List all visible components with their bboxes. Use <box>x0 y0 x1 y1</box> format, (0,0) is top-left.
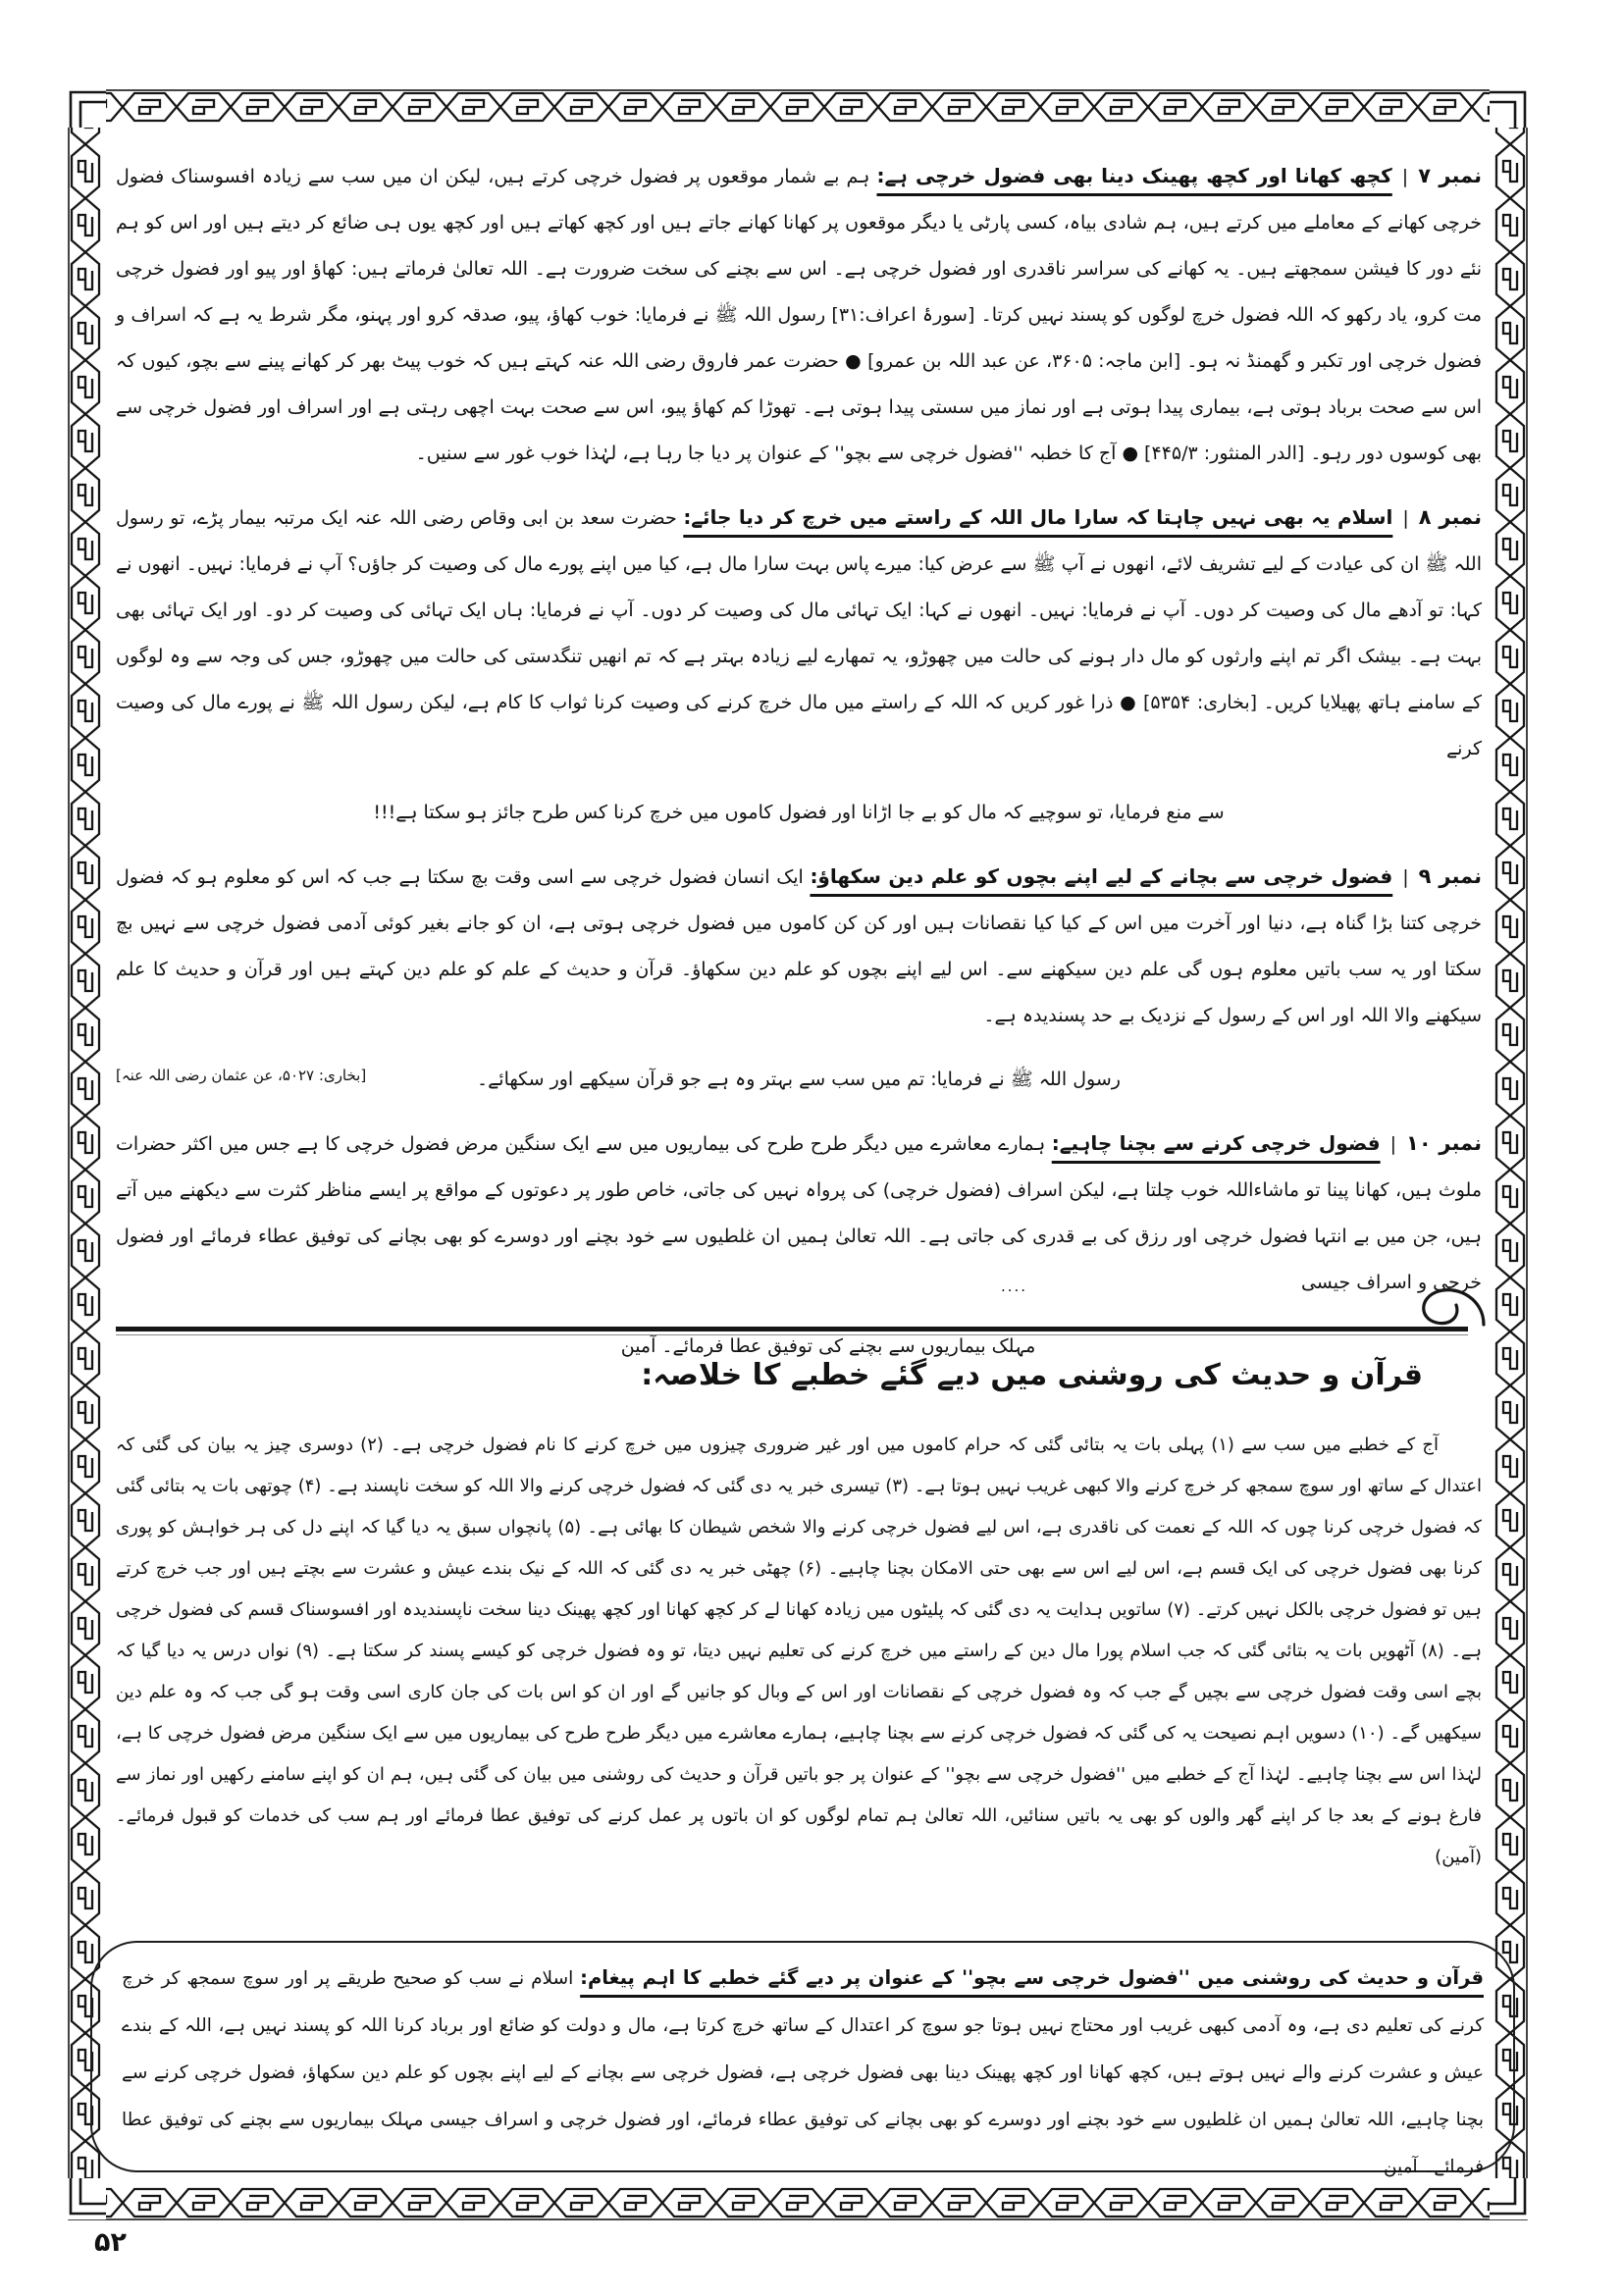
summary-heading: قرآن و حدیث کی روشنی میں دیے گئے خطبے کا خلاصہ: <box>641 1358 1423 1392</box>
section-9-body: ایک انسان فضول خرچی سے اسی وقت بچ سکتا ہے جب کہ اس کو معلوم ہو کہ فضول خرچی کتنا بڑا گناہ ہے، دنیا اور آخرت میں اس کے کیا کیا نقصانات ہیں اور کن کن کاموں میں فضول خرچی ہوتی ہے، ان کو جانے بغیر کوئی آدمی فضول خرچی سے نہیں بچ سکتا اور یہ سب باتیں معلوم ہوں گی علم دین سیکھنے سے۔ اس لیے اپنے بچوں کو علم دین سکھاؤ۔ قرآن و حدیث کے علم کو علم دین کہتے ہیں اور قرآن و حدیث کا علم سیکھنے والا اللہ اور اس کے رسول کے نزدیک بے حد پسندیدہ ہے۔ <box>116 866 1482 1026</box>
section-10-number: نمبر ۱۰ <box>1406 1131 1482 1155</box>
section-7-body: ہم بے شمار موقعوں پر فضول خرچی کرتے ہیں، لیکن ان میں سب سے زیادہ افسوسناک فضول خرچی کھانے کے معاملے میں کرتے ہیں، ہم شادی بیاہ، کسی پارٹی یا دیگر موقعوں پر کھانا کھانے جاتے ہیں اور کچھ کھاتے ہیں اور کچھ یوں ہی ضائع کر دیتے ہیں اور اس کو ہم نئے دور کا فیشن سمجھتے ہیں۔ یہ کھانے کی سراسر ناقدری اور فضول خرچی ہے۔ اس سے بچنے کی سخت ضرورت ہے۔ اللہ تعالیٰ فرماتے ہیں: کھاؤ اور پیو اور فضول خرچی مت کرو، یاد رکھو کہ اللہ فضول خرچ لوگوں کو پسند نہیں کرتا۔ [سورۂ اعراف:۳۱] رسول اللہ ﷺ نے فرمایا: خوب کھاؤ، پیو، صدقہ کرو اور پہنو، مگر شرط یہ ہے کہ اسراف و فضول خرچی اور تکبر و گھمنڈ نہ ہو۔ [ابن ماجہ: ۳۶۰۵، عن عبد اللہ بن عمرو] ● حضرت عمر فاروق رضی اللہ عنہ کہتے ہیں کہ خوب پیٹ بھر کر کھانے پینے سے بچو، کیوں کہ اس سے صحت برباد ہوتی ہے، بیماری پیدا ہوتی ہے اور نماز میں سستی پیدا ہوتی ہے۔ تھوڑا کم کھاؤ پیو، اس سے صحت بہت اچھی رہتی ہے اور اسراف اور فضول خرچی سے بھی کوسوں دور رہو۔ [الدر المنثور: ۴۴۵/۳] ● آج کا خطبہ ''فضول خرچی سے بچو'' کے عنوان پر دیا جا رہا ہے، لہٰذا خوب غور سے سنیں۔ <box>116 166 1482 464</box>
section-8 <box>116 495 1482 772</box>
summary-body: آج کے خطبے میں سب سے (۱) پہلی بات یہ بتائی گئی کہ حرام کاموں میں اور غیر ضروری چیزوں میں خرچ کرنے کا نام فضول خرچی ہے۔ (۲) دوسری چیز یہ بیان کی گئی کہ اعتدال کے ساتھ اور سوچ سمجھ کر خرچ کرنے والا کبھی غریب نہیں ہوتا ہے۔ (۳) تیسری خبر یہ دی گئی کہ فضول خرچی کرنے والا اللہ کو سخت ناپسند ہے۔ (۴) چوتھی بات یہ بتائی گئی کہ فضول خرچی کرنا چوں کہ اللہ کے نعمت کی ناقدری ہے، اس لیے فضول خرچی کرنے والا شخص شیطان کا بھائی ہے۔ (۵) پانچواں سبق یہ دیا گیا کہ اپنے دل کی ہر خواہش کو پوری کرنا بھی فضول خرچی کی ایک قسم ہے، اس لیے اس سے بھی حتی الامکان بچنا چاہیے۔ (۶) چھٹی خبر یہ دی گئی کہ اللہ کے نیک بندے عیش و عشرت سے بچتے ہیں اور جب خرچ کرتے ہیں تو فضول خرچی بالکل نہیں کرتے۔ (۷) ساتویں ہدایت یہ دی گئی کہ پلیٹوں میں زیادہ کھانا لے کر کچھ کھانا اور کچھ پھینک دینا سخت ناپسندیدہ اور افسوسناک قسم کی فضول خرچی ہے۔ (۸) آٹھویں بات یہ بتائی گئی کہ جب اسلام پورا مال دین کے راستے میں خرچ کرنے کی تعلیم نہیں دیتا، تو وہ فضول خرچی کو کیسے پسند کر سکتا ہے۔ (۹) نواں درس یہ دیا گیا کہ بچے اسی وقت فضول خرچی سے بچیں گے جب کہ وہ فضول خرچی کے نقصانات اور اس کے وبال کو جانیں گے اور ان کو اس بات کی جان کاری اسی وقت ہو گی جب کہ وہ علم دین سیکھیں گے۔ (۱۰) دسویں اہم نصیحت یہ کی گئی کہ فضول خرچی کرنے سے بچنا چاہیے، ہمارے معاشرے میں دیگر طرح طرح کی بیماریوں میں سے ایک سنگین مرض فضول خرچی کا ہے، لہٰذا اس سے بچنا چاہیے۔ لہٰذا آج کے خطبے میں ''فضول خرچی سے بچو'' کے عنوان پر جو باتیں قرآن و حدیث کی روشنی میں بیان کی گئی ہیں، ہم ان کو اپنے سامنے رکھیں اور نماز سے فارغ ہونے کے بعد جا کر اپنے گھر والوں کو بھی یہ باتیں سنائیں، اللہ تعالیٰ ہم تمام لوگوں کو ان باتوں پر عمل کرنے کی توفیق عطا فرمائے اور ہم سب کی خدمات کو قبول فرمائے۔ (آمین) <box>116 1435 1482 1867</box>
section-10-tail-text: مہلک بیماریوں سے بچنے کی توفیق عطا فرمائے۔ آمین <box>620 1335 1036 1357</box>
section-8-closing-line <box>116 790 1482 836</box>
section-separator: | <box>1389 1133 1397 1155</box>
section-divider-rule <box>116 1327 1468 1335</box>
section-8-body: حضرت سعد بن ابی وقاص رضی اللہ عنہ ایک مرتبہ بیمار پڑے، تو رسول اللہ ﷺ ان کی عیادت کے لیے تشریف لائے، انھوں نے آپ ﷺ سے عرض کیا: میرے پاس بہت سارا مال ہے، کیا میں اپنے پورے مال کی وصیت کر جاؤں؟ آپ نے فرمایا: نہیں۔ انھوں نے کہا: تو آدھے مال کی وصیت کر دوں۔ آپ نے فرمایا: نہیں۔ انھوں نے کہا: ایک تہائی مال کی وصیت کر دوں۔ آپ نے فرمایا: ہاں ایک تہائی کی وصیت کر دو۔ اور ایک تہائی بھی بہت ہے۔ بیشک اگر تم اپنے وارثوں کو مال دار ہونے کی حالت میں چھوڑو، یہ تمھارے لیے زیادہ بہتر ہے کہ تم انھیں تنگدستی کی حالت میں چھوڑو، جس کی وجہ سے وہ لوگوں کے سامنے ہاتھ پھیلایا کریں۔ [بخاری: ۵۳۵۴] ● ذرا غور کریں کہ اللہ کے راستے میں مال خرچ کرنے کی وصیت کرنا ثواب کا کام ہے، لیکن رسول اللہ ﷺ نے پورے مال کی وصیت کرنے <box>116 507 1482 759</box>
section-7-heading: کچھ کھانا اور کچھ پھینک دینا بھی فضول خرچی ہے: <box>876 164 1392 187</box>
section-8-heading: اسلام یہ بھی نہیں چاہتا کہ سارا مال اللہ کے راستے میں خرچ کر دیا جائے: <box>683 505 1393 529</box>
key-message-body: اسلام نے سب کو صحیح طریقے پر اور سوچ سمجھ کر خرچ کرنے کی تعلیم دی ہے، وہ آدمی کبھی غریب اور محتاج نہیں ہوتا جو سوچ کر اعتدال کے ساتھ خرچ کرتا ہے، مال و دولت کو ضائع اور برباد کرنا اللہ کو پسند نہیں ہے، اللہ کے بندے عیش و عشرت کرنے والے نہیں ہوتے ہیں، کچھ کھانا اور کچھ پھینک دینا بھی فضول خرچی ہے، فضول خرچی سے بچانے کے لیے اپنے بچوں کو علم دین سکھاؤ، فضول خرچی کرنے سے بچنا چاہیے، اللہ تعالیٰ ہمیں ان غلطیوں سے خود بچنے اور دوسرے کو بھی بچانے کی توفیق عطاء فرمائے، اور فضول خرچی و اسراف جیسی مہلک بیماریوں سے بچنے کی توفیق عطا فرمائے۔ آمین <box>122 1968 1484 2177</box>
khutbah-sections <box>116 153 1482 1357</box>
section-9-hadith-citation: [بخاری: ۵۰۲۷، عن عثمان رضی اللہ عنہ] <box>116 1067 367 1084</box>
border-left-chain <box>69 90 102 2219</box>
section-separator: | <box>1402 507 1409 529</box>
section-8-tail-text: سے منع فرمایا، تو سوچیے کہ مال کو بے جا اڑانا اور فضول کاموں میں خرچ کرنا کس طرح جائز ہو سکتا ہے!!! <box>373 802 1225 823</box>
section-9-number: نمبر ۹ <box>1418 864 1482 888</box>
corner-bottom-left <box>65 2178 106 2219</box>
section-9-tail-text: رسول اللہ ﷺ نے فرمایا: تم میں سب سے بہتر وہ ہے جو قرآن سیکھے اور سکھائے۔ <box>477 1069 1121 1090</box>
section-separator: | <box>1401 166 1409 187</box>
page-number: ۵۲ <box>94 2227 127 2258</box>
key-message-box <box>90 1941 1515 2177</box>
divider-thick-line <box>116 1327 1468 1331</box>
section-7 <box>116 153 1482 477</box>
corner-bottom-right <box>1490 2178 1531 2219</box>
corner-top-right <box>1490 86 1531 128</box>
border-top-chain <box>69 90 1527 124</box>
section-8-number: نمبر ۸ <box>1418 505 1482 529</box>
divider-thin-line <box>116 1334 1468 1335</box>
divider-swash-icon <box>1401 1274 1488 1329</box>
section-10-body: ہمارے معاشرے میں دیگر طرح طرح کی بیماریوں میں سے ایک سنگین مرض فضول خرچی کا ہے جس میں اکثر حضرات ملوث ہیں، کھانا پینا تو ماشاءاللہ خوب چلتا ہے، لیکن اسراف (فضول خرچی) کی پرواہ نہیں کی جاتی، خاص طور پر دعوتوں کے مواقع پر ایسے مناظر کثرت سے دیکھنے میں آتے ہیں، جن میں بے انتہا فضول خرچی اور رزق کی بے قدری کی جاتی ہے۔ اللہ تعالیٰ ہمیں ان غلطیوں سے خود بچنے اور دوسرے کو بھی بچانے کی توفیق عطاء فرمائے اور فضول خرچی و اسراف جیسی <box>116 1133 1482 1293</box>
section-7-number: نمبر ۷ <box>1418 164 1482 187</box>
section-9 <box>116 854 1482 1039</box>
section-9-closing-line <box>116 1057 1482 1103</box>
key-message-heading: قرآن و حدیث کی روشنی میں ''فضول خرچی سے بچو'' کے عنوان پر دیے گئے خطبے کا اہم پیغام: <box>580 1966 1484 1989</box>
border-right-chain <box>1493 90 1527 2219</box>
section-separator: | <box>1402 866 1409 888</box>
section-10 <box>116 1121 1482 1306</box>
border-bottom-chain <box>69 2186 1527 2219</box>
section-9-heading: فضول خرچی سے بچانے کے لیے اپنے بچوں کو علم دین سکھاؤ: <box>810 864 1393 888</box>
flourish-dots: .... <box>1001 1278 1028 1295</box>
corner-top-left <box>65 86 106 128</box>
section-10-heading: فضول خرچی کرنے سے بچنا چاہیے: <box>1051 1131 1381 1155</box>
